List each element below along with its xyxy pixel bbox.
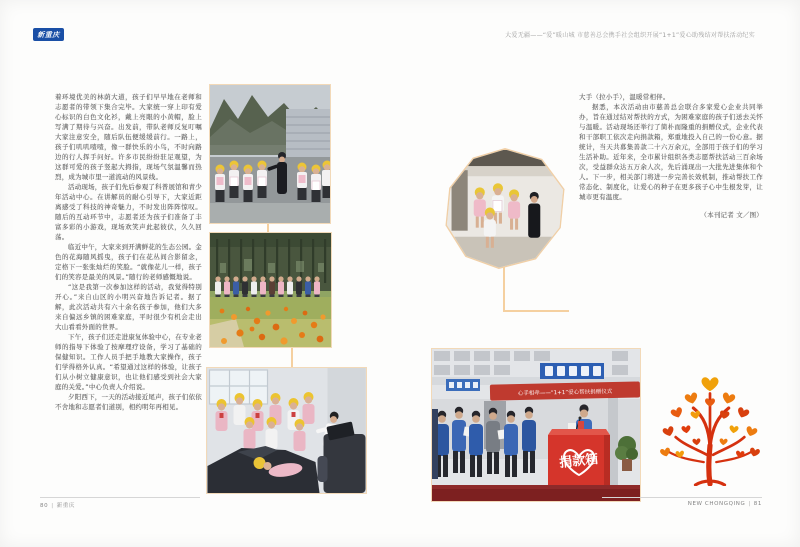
page-number-left: 80 <box>40 503 49 509</box>
donation-box <box>548 421 610 487</box>
photo-connector-line <box>291 348 293 367</box>
photo-massage-room <box>206 367 367 494</box>
photo-flower-field <box>209 232 332 348</box>
running-head-title: 大爱无疆——“爱”暖山城 市慈善总会携手社会组织开展“1+1”爱心助残结对帮扶活动纪实 <box>505 32 755 39</box>
folio-left <box>40 501 75 509</box>
heart-tree-illustration <box>658 356 762 486</box>
photo-outdoor-group-art <box>210 85 330 223</box>
paragraph: 大手（拉小手），温暖常相伴。 <box>579 93 670 101</box>
folio-separator: | <box>51 503 54 509</box>
folio-separator: | <box>748 501 751 507</box>
donation-box-label: 捐款箱 <box>558 452 600 472</box>
right-article-column <box>579 92 763 220</box>
paragraph: 夕阳西下，一天的活动接近尾声，孩子们依依不舍地和志愿者们道别，相约明年再相见。 <box>55 393 202 411</box>
byline-attribution: （本刊记者 文／图） <box>700 211 763 219</box>
photo-decagon-group-art <box>445 150 566 268</box>
heart-tree-art <box>658 356 762 486</box>
paragraph: 活动现场，孩子们先后参观了科普展馆和青少年活动中心。在讲解员的耐心引导下，大家近距离感受了科技的神奇魅力，不时发出阵阵惊叹。随后的互动环节中，志愿者还为孩子们准备了丰富多彩的小游戏，现场欢笑声此起彼伏，久久回荡。 <box>55 183 202 241</box>
magazine-logo-text: 新重庆 <box>37 30 60 39</box>
decagon-connector-horizontal <box>503 310 569 312</box>
magazine-name-cn: 新重庆 <box>56 503 75 509</box>
paragraph: “这是我第一次参加这样的活动，我觉得特别开心。”来自山区的小明兴奋地告诉记者。据了解，此次活动共有六十余名孩子参加，他们大多来自偏远乡镇的困难家庭，平时很少有机会走出大山看看外面的世界。 <box>55 283 202 331</box>
photo-donation-ceremony <box>431 348 641 502</box>
banner-text: 心手相牵——“1+1”爱心帮扶捐赠仪式 <box>517 389 613 398</box>
paragraph: 据悉，本次活动由市慈善总会联合多家爱心企业共同举办，旨在通过结对帮扶的方式，为困难家庭的孩子们送去关怀与温暖。活动现场还举行了简朴而隆重的捐赠仪式，企业代表和干部职工依次走向捐款箱，郑重地投入自己的一份心意。据统计，当天共募集善款二十六万余元，全部用于孩子们的学习生活补助。近年来，全市累计组织各类志愿帮扶活动三百余场次，受益群众达五万余人次，先后涌现出一大批先进集体和个人。下一步，相关部门将进一步完善长效机制，推动帮扶工作常态化、制度化，让爱心的种子在更多孩子心中生根发芽，让城市更有温度。 <box>579 103 763 201</box>
magazine-name-en: NEW CHONGQING <box>687 501 746 507</box>
photo-flower-field-art <box>210 233 331 347</box>
ceremony-banner <box>490 381 640 400</box>
footer-rule-left <box>40 497 200 498</box>
paragraph: 下午，孩子们还走进康复体验中心，在专业老师的指导下体验了按摩理疗设备，学习了基础的保健知识。工作人员手把手地教大家操作，孩子们学得格外认真。“希望通过这样的体验，让孩子们从小树立健康意识，也让他们感受到社会大家庭的关爱。”中心负责人介绍说。 <box>55 333 202 391</box>
magazine-logo <box>33 28 64 41</box>
paragraph: 着环境优美的林荫大道，孩子们早早地在老师和志愿者的带领下集合完毕。大家统一穿上印有爱心标识的白色文化衫，戴上亮眼的小黄帽，脸上写满了期待与兴奋。出发前，带队老师反复叮嘱大家注意安全，随后队伍便缓缓前行。一路上，孩子们叽叽喳喳，像一群快乐的小鸟，不时向路边的行人挥手问好。许多市民纷纷驻足观望，为这群可爱的孩子竖起大拇指，现场气氛温馨而热烈，成为城市里一道流动的风景线。 <box>55 93 202 181</box>
folio-right <box>602 501 762 507</box>
photo-decagon-group <box>445 150 566 268</box>
photo-massage-room-art <box>207 368 366 493</box>
photo-donation-ceremony-art <box>432 349 640 501</box>
footer-rule-right <box>602 497 762 498</box>
paragraph: 临近中午，大家来到开满鲜花的生态公园。金色的花海随风摇曳，孩子们在花丛间合影留念，定格下一张张灿烂的笑脸。“就像花儿一样，孩子们的笑容是最美的风景。”随行的老师感慨地说。 <box>55 243 202 281</box>
decagon-photo-frame <box>443 148 567 269</box>
left-article-column <box>55 92 202 412</box>
photo-outdoor-group <box>209 84 331 224</box>
page-number-right: 81 <box>753 501 762 507</box>
decagon-connector-vertical <box>503 267 505 311</box>
